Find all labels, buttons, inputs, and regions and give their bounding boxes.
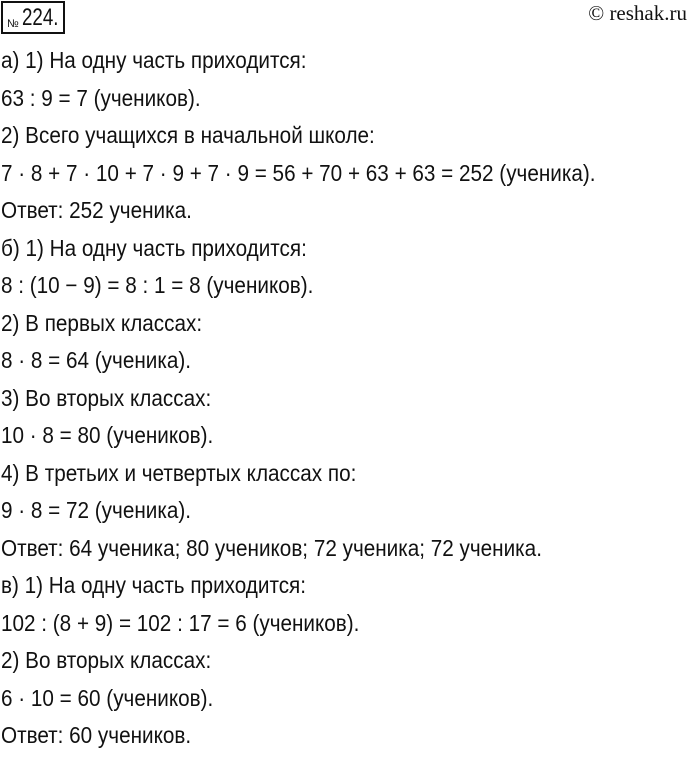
answer-line: Ответ: 60 учеников. [1, 722, 192, 748]
solution-text [1, 42, 662, 755]
solution-line: а) 1) На одну часть приходится: [1, 47, 307, 73]
solution-line: б) 1) На одну часть приходится: [1, 234, 307, 261]
number-sign: № [7, 18, 19, 30]
solution-line: 2) Во вторых классах: [1, 647, 212, 673]
problem-number-box [1, 1, 65, 34]
solution-line: 7 · 8 + 7 · 10 + 7 · 9 + 7 · 9 = 56 + 70 + 63 + 63 = 252 (ученика). [1, 159, 596, 186]
solution-line: 3) Во вторых классах: [1, 384, 212, 411]
copyright: © reshak.ru [588, 1, 687, 25]
solution-line: 10 · 8 = 80 (учеников). [1, 422, 214, 448]
solution-line: 8 : (10 − 9) = 8 : 1 = 8 (учеников). [1, 272, 314, 298]
solution-line: 2) В первых классах: [1, 309, 203, 336]
solution-line: 63 : 9 = 7 (учеников). [1, 84, 201, 111]
solution-line: 6 · 10 = 60 (учеников). [1, 684, 214, 711]
solution-line: в) 1) На одну часть приходится: [1, 572, 307, 598]
answer-line: Ответ: 64 ученика; 80 учеников; 72 ученика; 72 ученика. [1, 534, 542, 561]
solution-line: 102 : (8 + 9) = 102 : 17 = 6 (учеников). [1, 609, 360, 636]
solution-line: 4) В третьих и четвертых классах по: [1, 459, 357, 486]
solution-line: 8 · 8 = 64 (ученика). [1, 347, 191, 373]
answer-line: Ответ: 252 ученика. [1, 197, 192, 223]
solution-line: 9 · 8 = 72 (ученика). [1, 497, 191, 523]
solution-line: 2) Всего учащихся в начальной школе: [1, 122, 375, 148]
problem-number: 224. [21, 4, 59, 31]
